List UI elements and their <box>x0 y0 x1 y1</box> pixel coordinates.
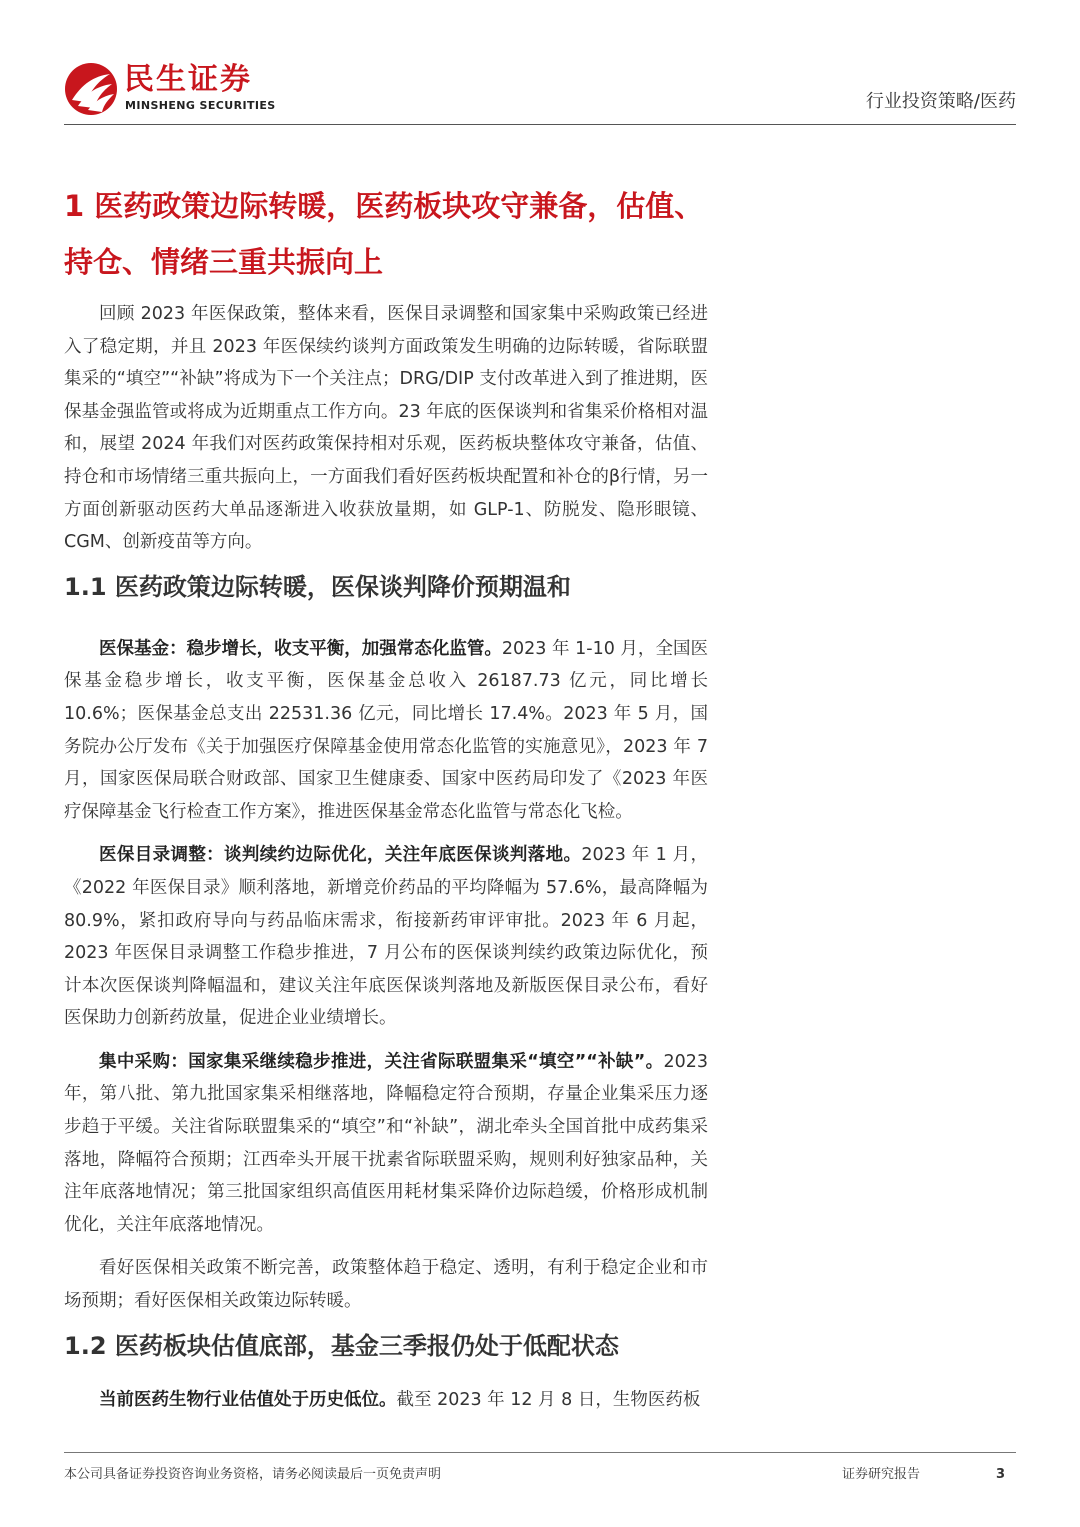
page-header <box>64 60 1016 124</box>
logo-name-cn: 民生证券 <box>124 62 252 97</box>
minsheng-logo <box>64 60 276 118</box>
paragraph-centralized-procurement <box>64 1046 708 1242</box>
report-type: 行业投资策略/医药 <box>865 91 1016 112</box>
main-content <box>64 178 708 1416</box>
footer-divider <box>64 1452 1016 1453</box>
section-1-intro: 回顾 2023 年医保政策，整体来看，医保目录调整和国家集中采购政策已经进入了稳定期，并且 2023 年医保续约谈判方面政策发生明确的边际转暖，省际联盟集采的“填空”“补缺”将成为下一个关注点；DRG/DIP 支付改革进入到了推进期，医保基金强监管或将成为近期重点工作方向。23 年底的医保谈判和省集采价格相对温和，展望 2024 年我们对医药政策保持相对乐观，医药板块整体攻守兼备，估值、持仓和市场情绪三重共振向上，一方面我们看好医药板块配置和补仓的β行情，另一方面创新驱动医药大单品逐渐进入收获放量期，如 GLP-1、防脱发、隐形眼镜、CGM、创新疫苗等方向。 <box>64 304 708 553</box>
section-1-1-title: 1.1 医药政策边际转暖，医保谈判降价预期温和 <box>64 572 571 601</box>
paragraph-catalog-adjustment <box>64 839 708 1035</box>
paragraph-body: 2023 年 1-10 月，全国医保基金稳步增长，收支平衡，医保基金总收入 26187.73 亿元，同比增长 10.6%；医保基金总支出 22531.36 亿元，同比增长 17.4%。2023 年 5 月，国务院办公厅发布《关于加强医疗保障基金使用常态化监管的实施意见》，2023 年 7 月，国家医保局联合财政部、国家卫生健康委、国家中医药局印发了《2023 年医疗保障基金飞行检查工作方案》，推进医保基金常态化监管与常态化飞检。 <box>64 638 708 822</box>
footer-doc-type: 证券研究报告 <box>842 1467 921 1482</box>
section-1-title: 1 医药政策边际转暖，医药板块攻守兼备，估值、持仓、情绪三重共振向上 <box>64 189 704 279</box>
paragraph-lead: 集中采购：国家集采继续稳步推进，关注省际联盟集采“填空”“补缺”。 <box>99 1051 664 1072</box>
paragraph-lead: 医保目录调整：谈判续约边际优化，关注年底医保谈判落地。 <box>99 845 582 866</box>
minsheng-logo-icon <box>64 62 118 116</box>
section-1-2-title: 1.2 医药板块估值底部，基金三季报仍处于低配状态 <box>64 1331 619 1360</box>
page-number: 3 <box>996 1467 1006 1482</box>
paragraph-body: 截至 2023 年 12 月 8 日，生物医药板 <box>396 1389 701 1410</box>
logo-name-en: MINSHENG SECURITIES <box>125 99 276 112</box>
header-divider <box>64 124 1016 125</box>
paragraph-medical-fund <box>64 633 708 829</box>
paragraph-body: 2023 年，第八批、第九批国家集采相继落地，降幅稳定符合预期，存量企业集采压力逐步趋于平缓。关注省际联盟集采的“填空”和“补缺”，湖北牵头全国首批中成药集采落地，降幅符合预期；江西牵头开展干扰素省际联盟采购，规则利好独家品种，关注年底落地情况；第三批国家组织高值医用耗材集采降价边际趋缓，价格形成机制优化，关注年底落地情况。 <box>64 1051 708 1235</box>
paragraph-body: 2023 年 1 月，《2022 年医保目录》顺利落地，新增竞价药品的平均降幅为 57.6%，最高降幅为 80.9%，紧扣政府导向与药品临床需求，衔接新药审评审批。2023 年 6 月起，2023 年医保目录调整工作稳步推进，7 月公布的医保谈判续约政策边际优化，预计本次医保谈判降幅温和，建议关注年底医保谈判落地及新版医保目录公布，看好医保助力创新药放量，促进企业业绩增长。 <box>64 845 709 1029</box>
paragraph-lead: 医保基金：稳步增长，收支平衡，加强常态化监管。 <box>99 638 502 659</box>
footer-disclaimer: 本公司具备证券投资咨询业务资格，请务必阅读最后一页免责声明 <box>64 1467 442 1482</box>
paragraph-lead: 当前医药生物行业估值处于历史低位。 <box>99 1389 397 1410</box>
paragraph-policy-outlook: 看好医保相关政策不断完善，政策整体趋于稳定、透明，有利于稳定企业和市场预期；看好医保相关政策边际转暖。 <box>64 1258 708 1312</box>
paragraph-valuation <box>64 1384 708 1417</box>
